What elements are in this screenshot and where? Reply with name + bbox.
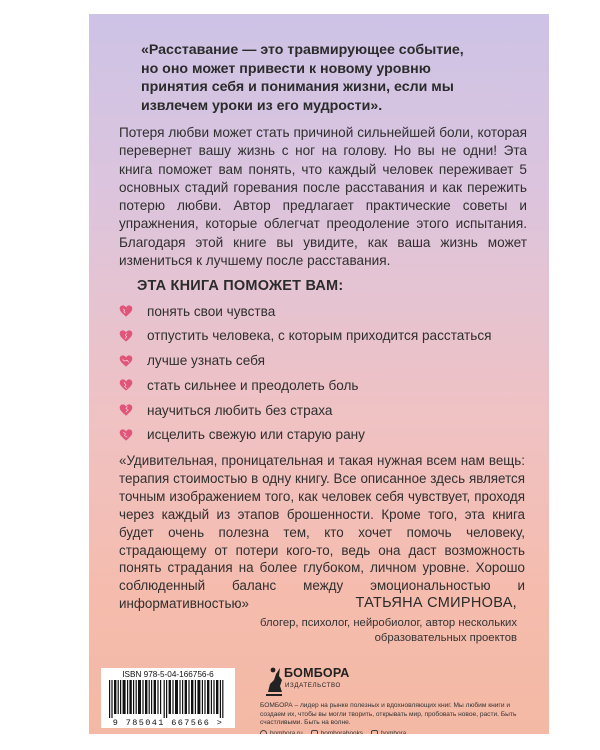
social-link-website[interactable] [260, 730, 303, 734]
list-item-text: исцелить свежую или старую рану [147, 427, 365, 443]
barcode-block [101, 668, 235, 728]
list-item [119, 324, 539, 348]
globe-icon [260, 730, 267, 734]
heart-icon [119, 428, 133, 442]
publisher-name: БОМБОРА [284, 666, 350, 680]
social-link-text: bombora [380, 730, 407, 734]
barcode-digits: 9 785041 667566 > [112, 718, 224, 728]
review-author-description: блогер, психолог, нейробиолог, автор нескольких образовательных проектов [259, 617, 517, 644]
help-section-title: ЭТА КНИГА ПОМОЖЕТ ВАМ: [137, 278, 344, 294]
barcode-icon [105, 680, 231, 718]
heart-icon [119, 403, 133, 417]
list-item-text: лучше узнать себя [147, 353, 265, 369]
social-link-instagram[interactable] [371, 730, 406, 734]
list-item [119, 423, 539, 447]
social-link-text: bombora.ru [270, 730, 303, 734]
publisher-subtitle: ИЗДАТЕЛЬСТВО [285, 682, 341, 689]
review-quote: «Удивительная, проницательная и такая нужная всем нам вещь: терапия стоимостью в одну книгу. Все описанное здесь является точным изображением того, как человек себя чувствует, проходя через каждый из этапов брошенности. Кроме того, эта книга будет очень полезна тем, кто хочет помочь человеку, страдающему от потери кого-то, ведь она даст возможность понять страдания на более глубоком, личном уровне. Хорошо соблюденный баланс между эмоциональностью и информативностью» [119, 453, 525, 612]
heart-icon [119, 354, 133, 368]
list-item [119, 398, 539, 422]
list-item-text: научиться любить без страха [147, 402, 333, 418]
book-back-cover [89, 14, 549, 734]
top-quote: «Расставание — это травмирующее событие, но оно может привести к новому уровню принятия себя и понимания жизни, если мы извлечем уроки из его мудрости». [141, 42, 464, 114]
help-list [119, 299, 539, 448]
list-item [119, 299, 539, 323]
vk-icon [311, 730, 318, 734]
list-item-text: отпустить человека, с которым приходится расстаться [147, 328, 492, 344]
isbn: ISBN 978-5-04-166756-6 [122, 670, 214, 679]
publisher-socials [260, 730, 406, 734]
list-item-text: стать сильнее и преодолеть боль [147, 377, 359, 393]
social-link-text: bomborabooks [320, 730, 363, 734]
list-item-text: понять свои чувства [147, 303, 276, 319]
heart-icon [119, 304, 133, 318]
heart-icon [119, 378, 133, 392]
social-link-vk[interactable] [311, 730, 363, 734]
instagram-icon [371, 730, 378, 734]
publisher-description: БОМБОРА – лидер на рынке полезных и вдохновляющих книг. Мы любим книги и создаем их, чтобы вы могли творить, открывать мир, пробовать новое, расти. Быть счастливыми. Быть на волне. [260, 702, 517, 727]
review-author: ТАТЬЯНА СМИРНОВА, [355, 595, 517, 611]
list-item [119, 373, 539, 397]
heart-icon [119, 329, 133, 343]
book-description: Потеря любви может стать причиной сильнейшей боли, которая перевернет вашу жизнь с ног на голову. Но вы не одни! Эта книга поможет вам понять, что каждый человек переживает 5 основных стадий горевания после расставания и как пережить потерю любви. Автор предлагает практические советы и упражнения, которые облегчат преодоление этого испытания. Благодаря этой книге вы увидите, как ваша жизнь может измениться к лучшему после расставания. [119, 125, 527, 269]
list-item [119, 349, 539, 373]
